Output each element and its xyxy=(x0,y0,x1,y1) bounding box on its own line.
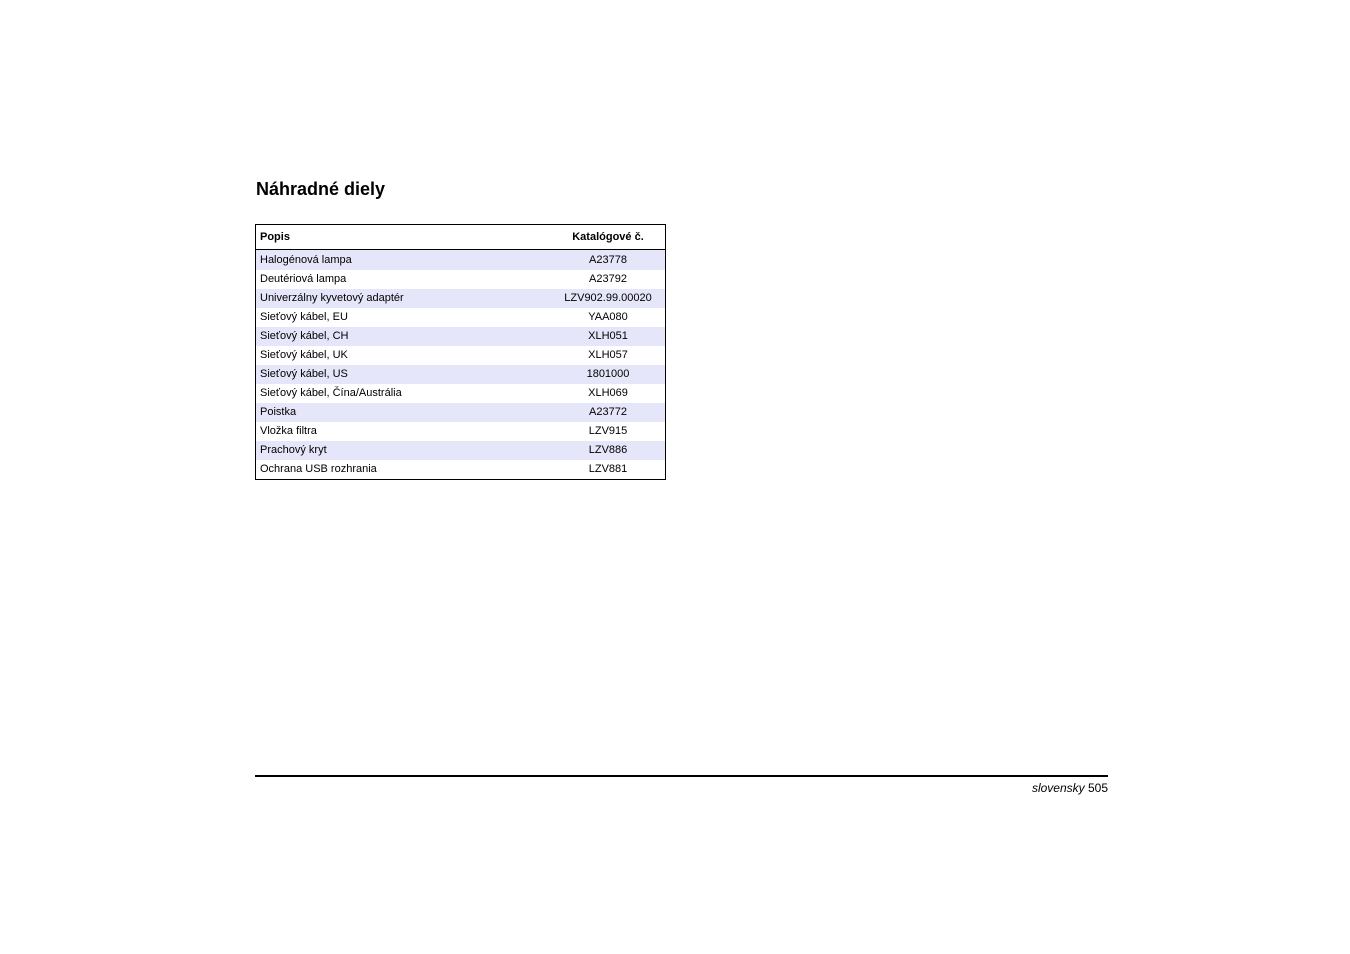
table-row xyxy=(256,460,666,480)
footer-divider xyxy=(255,775,1108,777)
page-number: 505 xyxy=(1087,781,1108,795)
column-header-catalog: Katalógové č. xyxy=(551,225,666,250)
part-description: Poistka xyxy=(256,403,552,422)
table-row xyxy=(256,289,666,308)
spare-parts-table xyxy=(255,224,666,480)
part-catalog-number: 1801000 xyxy=(551,365,666,384)
part-description: Vložka filtra xyxy=(260,425,317,437)
part-catalog-number: XLH069 xyxy=(588,387,628,399)
table-row xyxy=(256,308,666,327)
table-row xyxy=(256,346,666,365)
column-header-description: Popis xyxy=(256,225,552,250)
part-catalog-number: A23772 xyxy=(551,403,666,422)
part-description: Sieťový kábel, EU xyxy=(260,311,348,323)
part-catalog-number: XLH051 xyxy=(551,327,666,346)
part-description: Sieťový kábel, US xyxy=(256,365,552,384)
part-catalog-number: A23792 xyxy=(589,273,627,285)
part-catalog-number: LZV902.99.00020 xyxy=(551,289,666,308)
table-row xyxy=(256,327,666,346)
part-description: Ochrana USB rozhrania xyxy=(260,463,377,475)
table-row xyxy=(256,270,666,289)
table-row xyxy=(256,384,666,403)
table-row xyxy=(256,365,666,384)
part-description: Univerzálny kyvetový adaptér xyxy=(256,289,552,308)
table-row xyxy=(256,422,666,441)
part-catalog-number: LZV881 xyxy=(588,463,628,475)
part-catalog-number: YAA080 xyxy=(588,311,628,323)
table-header-row xyxy=(256,225,666,250)
part-description: Halogénová lampa xyxy=(256,250,552,271)
table-row xyxy=(256,250,666,271)
part-catalog-number: XLH057 xyxy=(588,349,628,361)
page-footer xyxy=(1032,781,1108,795)
part-catalog-number: LZV886 xyxy=(551,441,666,460)
part-description: Sieťový kábel, Čína/Austrália xyxy=(260,387,402,399)
part-catalog-number: LZV915 xyxy=(588,425,628,437)
part-description: Sieťový kábel, UK xyxy=(260,349,348,361)
table-row xyxy=(256,441,666,460)
part-description: Deutériová lampa xyxy=(260,273,347,285)
page-title: Náhradné diely xyxy=(256,179,386,199)
footer-language: slovensky xyxy=(1031,781,1085,795)
part-catalog-number: A23778 xyxy=(551,250,666,271)
table-row xyxy=(256,403,666,422)
part-description: Sieťový kábel, CH xyxy=(256,327,552,346)
part-description: Prachový kryt xyxy=(256,441,552,460)
